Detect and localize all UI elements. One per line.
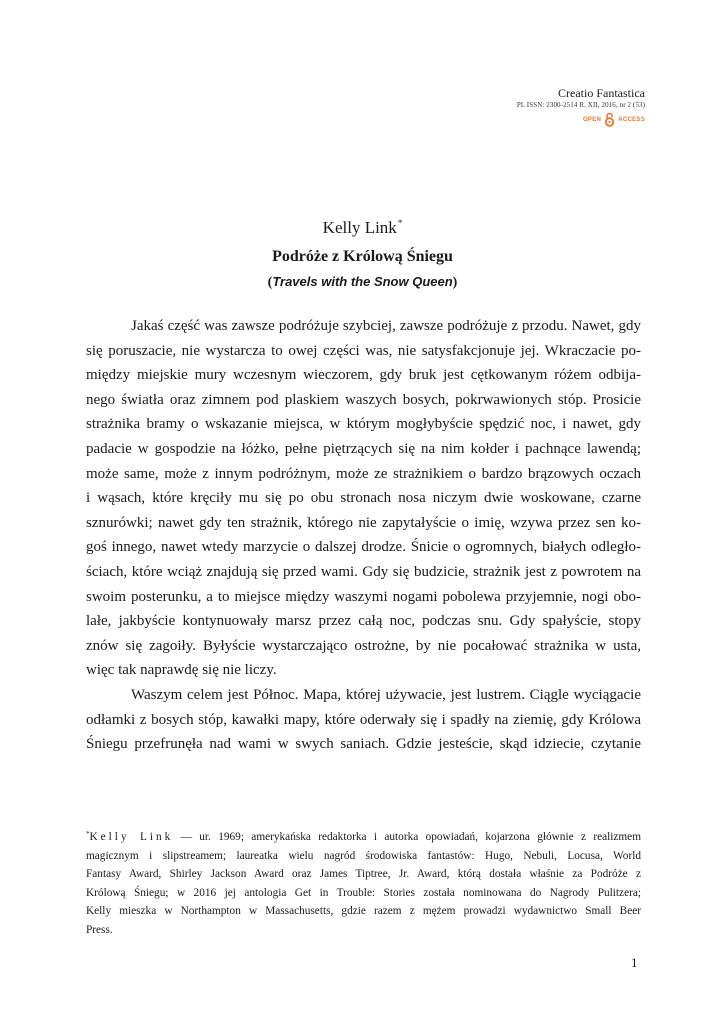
body-line: znów się zagoiły. Byłyście wystarczająco ostrożne, by nie pocałować strażnika w usta, xyxy=(86,637,641,654)
body-line: się poruszacie, nie wystarcza to owej części was, nie satysfakcjonuje jej. Wkraczacie po- xyxy=(86,342,641,359)
article-body xyxy=(86,314,641,757)
footnote-line xyxy=(86,825,641,847)
body-line: Waszym celem jest Północ. Mapa, której używacie, jest lustrem. Ciągle wyciągacie xyxy=(131,686,641,703)
body-line: i wąsach, które kręciły mu się po obu stronach nosa niczym dwie woskowane, czarne xyxy=(86,490,641,507)
footnote-line: Kelly mieszka w Northampton w Massachusetts, gdzie razem z mężem prowadzi wydawnictwo Small Beer xyxy=(86,905,641,917)
body-line: Śniegu przefrunęła nad wami w swych saniach. Gdzie jesteście, skąd idziecie, czytanie xyxy=(86,736,641,753)
footnote-mark: * xyxy=(86,830,90,838)
page-number: 1 xyxy=(631,955,638,970)
footnote-line: magicznym i slipstreamem; laureatka wielu nagród środowiska fantastów: Hugo, Nebuli, Locusa, World xyxy=(86,849,641,862)
body-line: sznurówki; nawet gdy ten strażnik, którego nie zapytałyście o imię, wzywa przez sen ko- xyxy=(86,514,641,531)
body-line: goś innego, nawet wtedy marzycie o dalszej drodze. Śnicie o ogromnych, białych odległo- xyxy=(86,539,641,556)
open-access-badge xyxy=(517,112,645,127)
journal-header xyxy=(517,86,645,127)
body-line: więc tak naprawdę się nie liczy. xyxy=(86,662,277,679)
journal-issn: PL ISSN: 2300-2514 R. XII, 2016, nr 2 (53) xyxy=(516,101,645,109)
body-line: padacie w gospodzie na łóżko, pełne piętrzących się na nim kołder i pachnące lawendą; xyxy=(86,440,641,457)
subtitle-open-paren: ( xyxy=(267,275,273,290)
author-footnote xyxy=(86,825,641,939)
footnote-line: Królową Śniegu; w 2016 jej antologia Get in Trouble: Stories została nominowana do Nagrody Pulitzera; xyxy=(86,886,641,899)
article-title: Podróże z Królową Śniegu xyxy=(272,248,453,265)
footnote-line-rest: — ur. 1969; amerykańska redaktorka i autorka opowiadań, kojarzona głównie z realizmem xyxy=(173,831,641,843)
body-line: odłamki z bosych stóp, kawałki mapy, które oderwały się i spadły na ziemię, gdy Królowa xyxy=(86,711,641,728)
footnote-line: Press. xyxy=(86,923,113,936)
journal-name: Creatio Fantastica xyxy=(558,86,645,100)
open-access-label-access: ACCESS xyxy=(618,116,645,123)
open-access-lock-icon xyxy=(604,112,615,127)
subtitle-close-paren: ) xyxy=(452,275,458,290)
footnote-author-name: Kelly Link xyxy=(89,831,174,843)
body-line: może same, może z innym podróżnym, może ze strażnikiem o bardzo brązowych oczach xyxy=(86,465,641,482)
author-name: Kelly Link xyxy=(322,218,397,237)
body-line: ściach, które wciąż znajdują się przed wami. Gdy się budzicie, strażnik jest z powrotem na xyxy=(86,563,641,580)
article-author xyxy=(0,218,725,238)
body-line: swoim posterunku, a to miejsce między waszymi nogami pobolewa przyjemnie, nogi obo- xyxy=(86,588,641,605)
body-line: lałe, jakbyście kontynuowały marsz przez całą noc, podczas snu. Gdy spałyście, stopy xyxy=(86,613,641,630)
body-line: między miejskie mury wczesnym wieczorem, gdy bruk jest cętkowanym różem odbija- xyxy=(86,367,641,384)
footnote-line: Fantasy Award, Shirley Jackson Award oraz James Tiptree, Jr. Award, którą dostała właśnie za Podróże z xyxy=(86,868,641,880)
original-title: Travels with the Snow Queen xyxy=(272,274,453,289)
body-line: Jakaś część was zawsze podróżuje szybciej, zawsze podróżuje z przodu. Nawet, gdy xyxy=(131,318,641,334)
open-access-label-open: OPEN xyxy=(582,116,602,123)
body-line: nego światła oraz zimnem pod plaskiem waszych bosych, pokrwawionych stóp. Prosicie xyxy=(86,391,641,408)
body-line: strażnika bramy o wskazanie miejsca, w którym mogłybyście spędzić noc, i nawet, gdy xyxy=(86,416,641,433)
author-footnote-mark: * xyxy=(397,218,403,228)
article-original-title xyxy=(0,274,725,291)
